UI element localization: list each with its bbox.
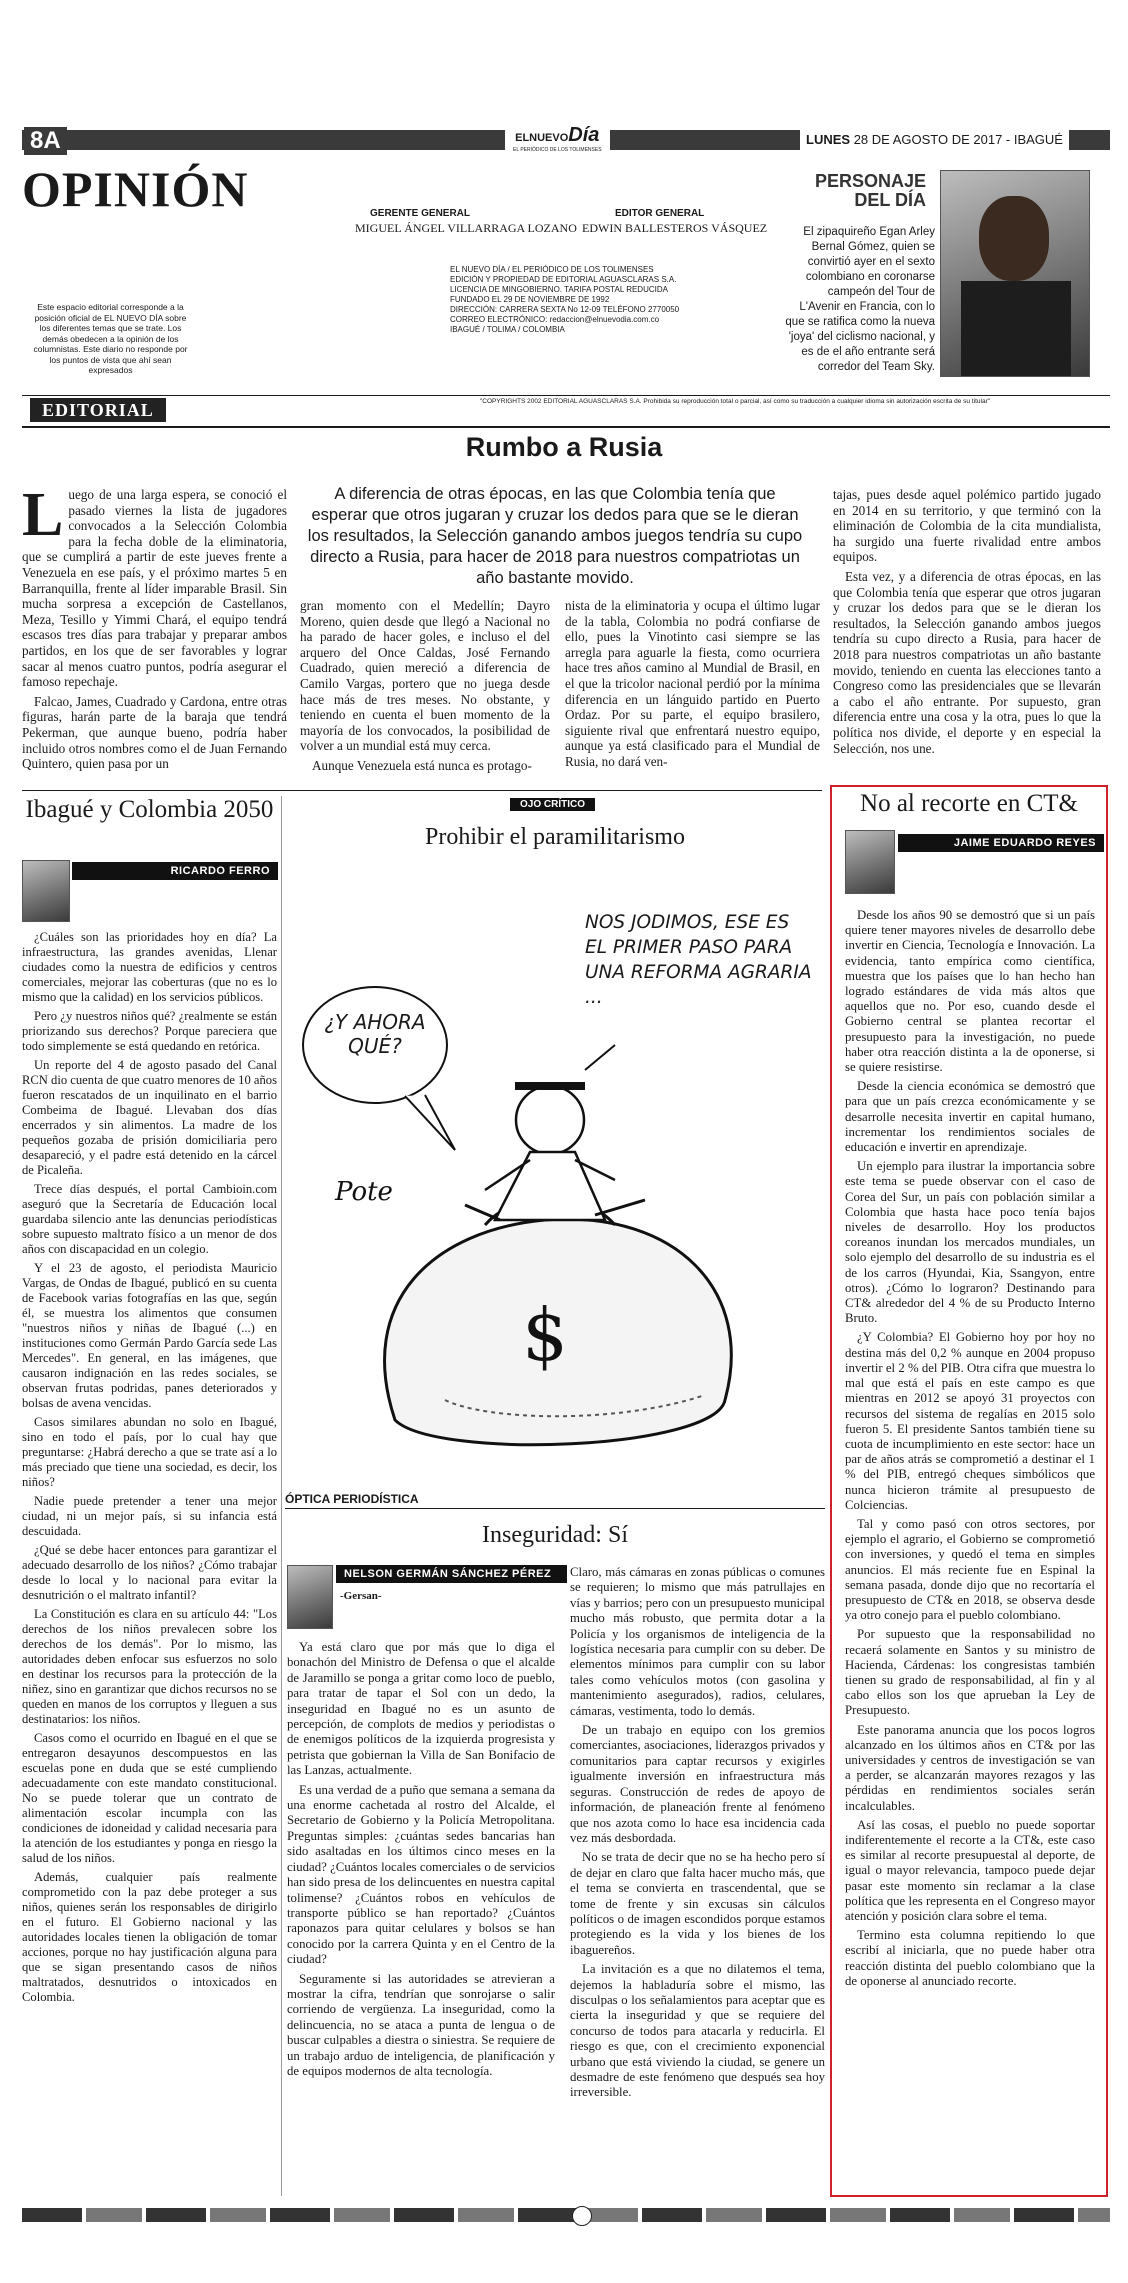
masthead-info-line: FUNDADO EL 29 DE NOVIEMBRE DE 1992 [450,295,610,304]
dollar-sign: $ [522,1293,568,1377]
character-body [495,1152,605,1220]
paragraph: Este panorama anuncia que los pocos logros alcanzado en los últimos años en CT& por las universidades y centros de investigación se van a perder, se alcanzarán mayores rezagos y las pérdidas en rendimientos sociales serán incalculables. [845,1722,1095,1813]
optica-col-1 [287,1640,555,2083]
editorial-title: Rumbo a Rusia [465,432,663,462]
paragraph: Es una verdad de a puño que semana a semana da una enorme cachetada al rostro del Alcalde, el Secretario de Gobierno y la Policía Metropolitana. Preguntas simples: ¿cuántas sedes bancarias han sido asaltadas en los últimos cinco meses en la ciudad? ¿Cuántos locales comerciales o de servicios han sido presa de los delincuentes en nuestra capital tolimense? ¿Cuántos robos en vehículos de transporte público se han reportado? ¿Cuántos raponazos para quitar celulares y bolsos se han conocido por la carrera Quinta y en el Centro de la ciudad? [287,1782,555,1967]
optica-byline: -Gersan- [340,1590,382,1602]
paragraph: uego de una larga espera, se conoció el pasado viernes la lista de jugadores convocados a la Selección Colombia para la fecha doble de la eliminatoria, que se cumplirá a partir de este jueves frente a Venezuela en ese país, y el próximo martes 5 en Barranquilla, frente al líder imparable Brasil. Sin mucha sorpresa a excepción de Castellanos, Meza, Tesillo y Yimmi Chará, el equipo tendrá escasos tres días para trabajar y preparar ambos partidos, en los que de ser favorables y lograr sacar al menos cuatro puntos, podría asegurar el famoso repechaje. [22,487,287,690]
paragraph: tajas, pues desde aquel polémico partido jugado en 2014 en su territorio, y que terminó con la eliminación de Colombia de la cita mundialista, ha surgido una fuerte rivalidad entre ambos equipos. [833,487,1101,565]
rule [285,1508,825,1509]
optica-author-photo [287,1565,333,1629]
paragraph: Por supuesto que la responsabilidad no recaerá solamente en Santos y su ministro de Hacienda, Cárdenas: los congresistas también tienen su grado de responsabilidad, al fin y al cabo ellos son los que aprueban la Ley de Presupuesto. [845,1627,1095,1718]
paragraph: La invitación es a que no dilatemos el tema, dejemos la habladuría sobre el mismo, las disculpas o los señalamientos para aceptar que es cierta la inseguridad y que se requiere del concurso de todos para atacarla y reducirla. El riesgo es que, con el crecimiento exponencial urbano que está viviendo la ciudad, se genere un desmadre de este fenómeno que después sea hoy irreversible. [570,1962,825,2100]
footer-bar [22,2208,1110,2222]
paragraph: Tal y como pasó con otros sectores, por ejemplo el agrario, el Gobierno se comprometió con inversiones, y quedó el tema en simples anuncios. El más reciente fue en Espinal la semana pasada, donde dijo que no recortaría el presupuesto de CT& en 2018, se observa desde ya otro conejo para el pueblo colombiano. [845,1516,1095,1623]
logo-name-2: Día [568,124,600,146]
recorte-title: No al recorte en CT& [860,790,1078,817]
paragraph: Trece días después, el portal Cambioin.com aseguró que la Secretaría de Educación local guardaba silencio ante las denuncias periodísticas sobre supuesto maltrato físico a un menor de dos años con discapacidad en un colegio. [22,1182,277,1256]
ibague-title: Ibagué y Colombia 2050 [25,796,274,823]
paragraph: gran momento con el Medellín; Dayro Moreno, quien desde que llegó a Nacional no ha parado de hacer goles, e incluso el del arquero del Once Caldas, José Fernando Cuadrado, quien mereció a diferencia de Camilo Vargas, portero que no juega desde hace más de tres meses. No obstante, y teniendo en cuenta el buen momento de la mayoría de los convocados, la posibilidad de volver a un mundial está muy cerca. [300,598,550,754]
page-number: 8A [24,127,67,155]
paragraph: Aunque Venezuela está nunca es protago- [312,757,532,773]
paragraph: Nadie puede pretender a tener una mejor ciudad, ni un mejor país, si su infancia está descuidada. [22,1494,277,1538]
ibague-author: RICARDO FERRO [72,862,278,880]
editor-name: EDWIN BALLESTEROS VÁSQUEZ [582,221,768,235]
paragraph: Claro, más cámaras en zonas públicas o comunes se requieren; lo mismo que más patrullajes en vías y barrios; pero con un presupuesto municipal mucho más robusto, que permita dotar a la Policía y los organismos de inteligencia de la logística necesaria para cumplir con su deber. De elementos mínimos para cumplir con su labor tales como vehículos motos (con gasolina y mantenimiento asegurados), radios, celulares, cámaras, vestimenta, todo lo demás. [570,1565,825,1718]
editorial-col-3 [565,598,820,774]
recorte-body [845,908,1095,1993]
paragraph: Desde los años 90 se demostró que si un país quiere tener mayores niveles de desarrollo debe invertir en Ciencia, Tecnología e Innovación. La evidencia, tanto empírica como científica, muestra que los países que lo han hecho han logrado estándares de vida más altos que aquellos que no. Por eso, cuando desde el Gobierno central se plantea recortar el presupuesto para la investigación, no puede haber otra reacción distinta a la de oponerse, si se quiere resistirse. [845,908,1095,1075]
editorial-disclaimer: Este espacio editorial corresponde a la posición oficial de EL NUEVO DÍA sobre los diferentes temas que se trate. Los demás obedecen a la opinión de los columnistas. Este diario no responde por los puntos de vista que ahí sean expresados [33,302,188,375]
editorial-col-2 [300,598,550,778]
paragraph: ¿Qué se debe hacer entonces para garantizar el adecuado desarrollo de los niños? ¿Cómo trabajar desde lo local y lo nacional para evitar la desnutrición o el maltrato infantil? [22,1543,277,1602]
paragraph: Casos como el ocurrido en Ibagué en el que se entregaron desayunos descompuestos en las escuelas pone en duda que se esté cumpliendo adecuadamente con este mandato constitucional. No se puede tolerar que un contrato de alimentación escolar incumpla con las condiciones de idoneidad y calidad necesaria para la atención de los estudiantes y ponga en riesgo la salud de los niños. [22,1731,277,1865]
optica-author: NELSON GERMÁN SÁNCHEZ PÉREZ [336,1565,567,1583]
masthead-info-line: LICENCIA DE MINGOBIERNO. TARIFA POSTAL REDUCIDA [450,285,668,294]
paragraph: La Constitución es clara en su artículo 44: "Los derechos de los niños prevalecen sobre los derechos de los demás". Por lo mismo, las autoridades deben enfocar sus esfuerzos no solo en destinar los recursos para la protección de la niñez, sino en garantizar que dichos recursos no se queden en manos de los corruptos y lleguen a sus destinatarios: los niños. [22,1607,277,1726]
logo-tagline: EL PERIÓDICO DE LOS TOLIMENSES [513,147,602,153]
paragraph: Termino esta columna repitiendo lo que escribí al iniciarla, que no puede haber otra reacción distinta del pueblo colombiano que la de oponerse al anunciado recorte. [845,1928,1095,1988]
column-divider [281,796,282,2196]
bubble-tail [405,1095,455,1150]
paragraph: Desde la ciencia económica se demostró que para que un país crezca económicamente y se desarrolle necesita invertir en capital humano, incrementar los rendimientos sociales de educación e invertir en aprendizaje. [845,1079,1095,1155]
ojo-critico-label: OJO CRÍTICO [510,798,595,811]
masthead-info-line: EL NUEVO DÍA / EL PERIÓDICO DE LOS TOLIMENSES [450,265,654,274]
paragraph: Esta vez, y a diferencia de otras épocas, en las que Colombia tenía que esperar que otros jugaran y cruzar los dedos para que se le dieran los resultados, la Selección ganando ambos juegos tendría su cupo directo a Rusia, para hacer de 2018 para nuestros compatriotas un año bastante movido, teniendo en cuenta las elecciones tanto a Congreso como las presidenciales que se llevarán a cabo el año entrante. Por supuesto, gran diferencia entre una cosa y la otra, pues lo que la política nos divide, el deporte y en especial la Selección, nos une. [833,568,1101,756]
paragraph: nista de la eliminatoria y ocupa el último lugar de la tabla, Colombia no podrá confiarse de ello, pues la Vinotinto casi siempre se las arregla para aguarle la fiesta, como ocurriera hace tres años camino al Mundial de Brasil, en el que la tricolor nacional perdió por la mínima diferencia en un lánguido partido en Puerto Ordaz. Por su parte, el equipo brasilero, siguiente rival que enfrentará nuestro equipo, aunque ya está clasificado para el Mundial de Rusia, no dará ven- [565,598,820,769]
optica-title: Inseguridad: Sí [482,1522,628,1548]
cartoon [285,860,825,1480]
editor-label: EDITOR GENERAL [615,208,705,219]
editorial-lead: A diferencia de otras épocas, en las que Colombia tenía que esperar que otros jugaran y cruzar los dedos para que se le dieran los resultados, la Selección ganando ambos juegos tendría su cupo directo a Rusia, para hacer de 2018 para nuestros compatriotas un año bastante movido. [307,485,803,587]
personaje-text: El zipaquireño Egan Arley Bernal Gómez, quien se convirtió ayer en el sexto colombiano en coronarse campeón del Tour de L'Avenir en Francia, con lo que se ratifica como la nueva 'joya' del ciclismo nacional, y es de el año entrante será corredor del Team Sky. [785,226,935,373]
registration-mark-icon [572,2206,592,2226]
paragraph: Seguramente si las autoridades se atrevieran a mostrar la cifra, tendrían que sonrojarse o salir corriendo de vergüenza. La inseguridad, como la delincuencia, no se ataca a punta de lengua o de buscar culpables a diestra o siniestra. Se requiere de un trabajo arduo de inteligencia, de planificación y de equipos modernos de alta tecnología. [287,1971,555,2078]
ojo-critico-title: Prohibir el paramilitarismo [425,824,685,850]
rule [22,426,1110,428]
logo-name: ELNUEVO [515,132,569,144]
dropcap: L [22,481,64,549]
paragraph: Y el 23 de agosto, el periodista Mauricio Vargas, de Ondas de Ibagué, publicó en su cuenta de Facebook varias fotografías en las que, según él, se muestra los alimentos que consumen "nuestros niños y niñas de Ibagué (...) en instituciones como Germán Pardo García sede Las Mercedes". En general, en las imágenes, que causaron indignación en las redes sociales, se observan frutas podridas, panes deteriorados y bolsas de avena vencidas. [22,1261,277,1410]
character-hat [515,1082,585,1090]
copyright-line: "COPYRIGHTS 2002 EDITORIAL AGUASCLARAS S.A. Prohibida su reproducción total o parcial, así como su traducción a cualquier idioma sin autorización escrita de su titular" [480,398,991,405]
paragraph: Casos similares abundan no solo en Ibagué, sino en todo el país, por lo cual hay que preguntarse: ¿Habrá derecho a que se trate así a lo más preciado que tiene una sociedad, es decir, los niños? [22,1415,277,1489]
editorial-col-4 [833,487,1101,760]
paragraph: Ya está claro que por más que lo diga el bonachón del Ministro de Defensa o que el alcalde de Jaramillo se ponga a gritar como loco de pueblo, para tratar de tapar el Sol con un dedo, la inseguridad en Ibagué no es un asunto de percepción, de complots de medios y periodistas o de enemigos políticos de la izquierda progresista y petrista que gobiernan la Villa de San Bonifacio de las Lanzas, actualmente. [287,1640,555,1778]
date-line [800,130,1069,150]
date-day: LUNES [806,132,851,147]
masthead-info-line: CORREO ELECTRÓNICO: redaccion@elnuevodia.com.co [450,315,660,324]
paragraph: Además, cualquier país realmente comprometido con la paz debe proteger a sus niños, quienes serán los responsables de dirigirlo en el futuro. El Gobierno nacional y las autoridades locales tienen la obligación de tomar acciones, porque no hay justificación alguna para que se sigan presentando casos de niños maltratados, desnutridos o intoxicados en Colombia. [22,1870,277,2004]
masthead-info-line: IBAGUÉ / TOLIMA / COLOMBIA [450,325,565,334]
bubble-right-text: NOS JODIMOS, ESE ES EL PRIMER PASO PARA UNA REFORMA AGRARIA ... [585,912,812,1008]
paragraph: No se trata de decir que no se ha hecho pero sí de dejar en claro que falta hacer mucho más, que el tema se convierta en trascendental, que se tome de frente y sin excusas sin cálculos políticos o de imagen escondidos porque estamos protegiendo es la vida y los bienes de los ibaguereños. [570,1850,825,1957]
bubble-left-text: ¿Y AHORA QUÉ? [324,1010,426,1058]
paragraph: De un trabajo en equipo con los gremios comerciantes, asociaciones, liderazgos privados y comunitarios para captar recursos y exigirles igualmente inversión en infraestructura más seguras. Construcción de redes de apoyo de información, de planeación frente al fenómeno que nos azota como lo hace esa incidencia cada vez más desbordada. [570,1723,825,1845]
editorial-label: EDITORIAL [30,398,166,422]
optica-col-2 [570,1565,825,2105]
paragraph: ¿Y Colombia? El Gobierno hoy por hoy no destina más del 0,2 % aunque en 2004 propuso invertir el 2 % del PIB. Otra cifra que muestra lo mal que está el país en este campo es que mientras en 2012 se apoyó 31 proyectos con recursos del sistema de regalías en 2015 solo fueron 5. El presidente Santos también tiene su cuota de incumplimiento en este sector: hace un par de años atrás se comprometió a destinar el 1 % del PIB, entregó cheques simbólicos que nunca hicieron trámite al presupuesto de Colciencias. [845,1330,1095,1512]
paragraph: ¿Cuáles son las prioridades hoy en día? La infraestructura, las grandes avenidas, Llenar ciudades como la nuestra de edificios y centros comerciales, mejorar las coberturas (que no es lo mismo que la calidad) en los servicios públicos. [22,930,277,1004]
gerente-label: GERENTE GENERAL [370,208,471,219]
paragraph: Un reporte del 4 de agosto pasado del Canal RCN dio cuenta de que cuatro menores de 10 años fueron rescatados de un inquilinato en el barrio Combeima de Ibagué. Llevaban dos días encerrados y sin alimentos. La madre de los pequeños gozaba de prisión domiciliaria pero desapareció, y el padre está detenido en la cárcel de Picaleña. [22,1058,277,1177]
paragraph: Así las cosas, el pueblo no puede soportar indiferentemente el recorte a la CT&, este caso es similar al recorte presupuestal al deporte, de igual o mayor relevancia, tampoco puede dejar pasar este momento sin reclamar a la clase política que les representa en el Congreso mayor atención y posición clara sobre el tema. [845,1817,1095,1923]
logo [505,122,610,155]
ibague-author-photo [22,860,70,922]
cartoonist-signature: Pote [335,1177,393,1207]
masthead-info-line: DIRECCIÓN: CARRERA SEXTA No 12-09 TELÉFONO 2770050 [450,305,680,314]
paragraph: Pero ¿y nuestros niños qué? ¿realmente se están priorizando sus derechos? Porque pareciera que todo simplemente se está quedando en retórica. [22,1009,277,1053]
personaje-title-2: DEL DÍA [854,190,927,210]
rule [22,790,822,791]
character-head [516,1086,584,1154]
bubble-pointer [585,1045,615,1070]
recorte-author-photo [845,830,895,894]
paragraph: Falcao, James, Cuadrado y Cardona, entre otras figuras, harán parte de la baraja que tendrá Pekerman, que aunque bueno, podría haber incluido otros nombres como el de Juan Fernando Quintero, quien pasa por un [22,693,287,772]
ibague-body [22,930,277,2009]
personaje-title-1: PERSONAJE [815,171,927,191]
masthead-info [450,265,695,335]
section-title: OPINIÓN [22,161,249,217]
masthead-info-line: EDICIÓN Y PROPIEDAD DE EDITORIAL AGUASCLARAS S.A. [450,275,677,284]
rule [22,395,1110,396]
date-rest: 28 DE AGOSTO DE 2017 - IBAGUÉ [853,132,1063,147]
cartoon-drawing [285,860,825,1480]
paragraph: Un ejemplo para ilustrar la importancia sobre este tema se puede observar con el caso de Corea del Sur, un país con población similar a Colombia que hasta hace poco tenía bajos niveles de desarrollo. Hoy los productos coreanos inundan los mercados mundiales, un solo ejemplo del desarrollo de su industria es el de los carros (Hyundai, Kia, Ssangyon, entre otros). ¿Cómo lo lograron? Destinando para CT& alrededor del 4 % de su Producto Interno Bruto. [845,1159,1095,1326]
editorial-col-1 [22,481,287,776]
gerente-name: MIGUEL ÁNGEL VILLARRAGA LOZANO [355,221,577,235]
optica-label: ÓPTICA PERIODÍSTICA [285,1492,419,1506]
recorte-author: JAIME EDUARDO REYES [898,834,1104,852]
personaje-photo [940,170,1090,377]
personaje-title [815,172,926,210]
